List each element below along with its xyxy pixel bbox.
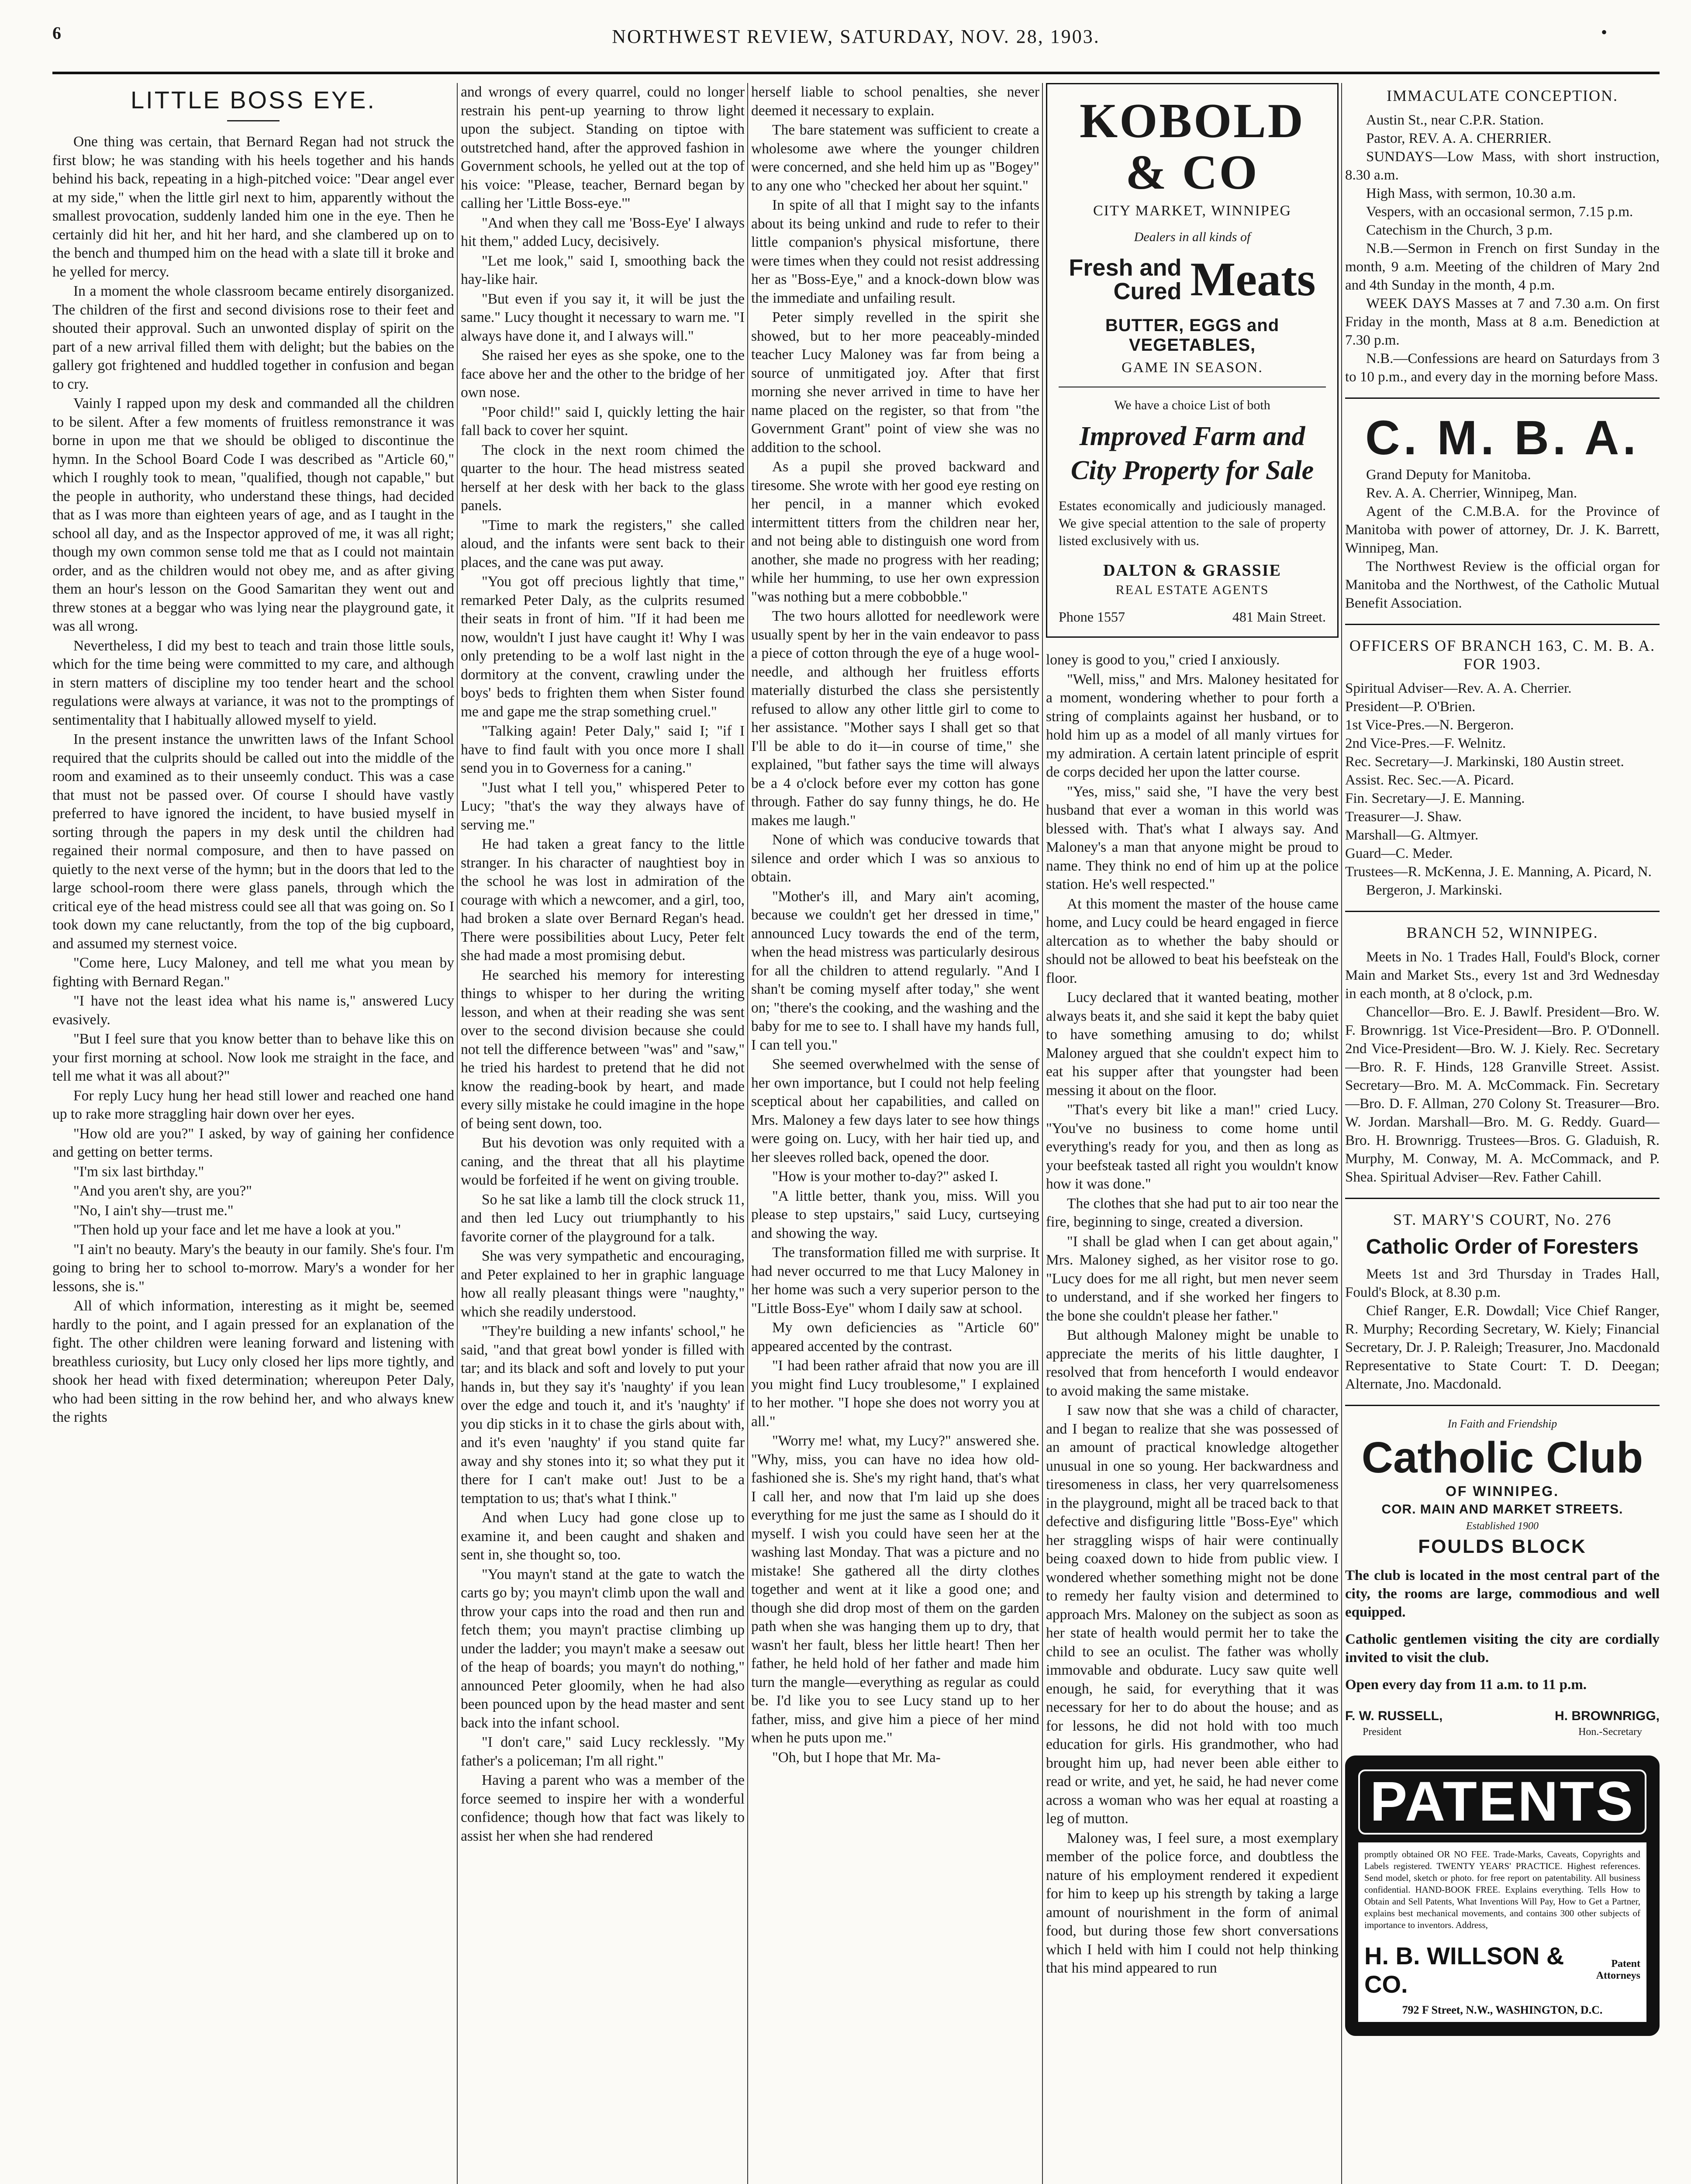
story-paragraph: "I have not the least idea what his name is," answered Lucy evasively. — [52, 993, 454, 1028]
patents-firm: H. B. WILLSON & CO. — [1364, 1942, 1564, 1998]
club-text-1: The club is located in the most central part of the city, the rooms are large, commodious and well equipped. — [1345, 1568, 1660, 1620]
notice-line: Trustees—R. McKenna, J. E. Manning, A. Picard, N. Bergeron, J. Markinski. — [1345, 864, 1652, 898]
patents-advertisement — [1345, 1755, 1660, 2036]
column-rule — [1042, 83, 1043, 2184]
sidebar-column — [1345, 83, 1660, 2184]
story-paragraph: "No, I ain't shy—trust me." — [73, 1202, 234, 1219]
story-paragraph: "I shall be glad when I can get about again," Mrs. Maloney sighed, as her visitor rose to go. "Lucy does for me all right, but men never seem to understand, and if she worked her fingers to the bone she couldn't please her father." — [1046, 1233, 1339, 1324]
notice-line: SUNDAYS—Low Mass, with short instruction, 8.30 a.m. — [1345, 149, 1660, 183]
story-column-1 — [52, 83, 454, 2184]
story-paragraph: He searched his memory for interesting things to whisper to her during the writing lesson, and when at their reading she was sent over to the second division because she could not tell the difference between "was" and "saw," he tried his hardest to pretend that he did not know the reading-book by heart, and made every silly mistake he could imagine in the hope of being sent down, too. — [461, 967, 745, 1132]
notice-line: Grand Deputy for Manitoba. — [1366, 467, 1531, 483]
story-paragraph: "I ain't no beauty. Mary's the beauty in our family. She's four. I'm going to bring her to school to-morrow. Mary's a wonder for her lessons, she is." — [52, 1241, 454, 1295]
story-paragraph: But although Maloney might be unable to appreciate the merits of his little daughter, I resolved that from henceforth I would endeavor to avoid making the same mistake. — [1046, 1327, 1339, 1399]
story-paragraph: Peter simply revelled in the spirit she showed, but to her more peaceably-minded teacher Lucy Maloney was far from being a source of unmitigated joy. After that first morning she never arrived in time to have her name placed on the register, so that from "the Government Grant" point of view she was no addition to the school. — [751, 309, 1039, 456]
foresters-officers: Chief Ranger, E.R. Dowdall; Vice Chief Ranger, R. Murphy; Recording Secretary, W. Kiely; Financial Secretary, Dr. J. P. Raleigh; Treasurer, Jno. Macdonald Representative to State Court: T. D. Deegan; Alternate, Jno. Macdonald. — [1345, 1303, 1660, 1392]
story-paragraph: In a moment the whole classroom became entirely disorganized. The children of the first and second divisions rose to their feet and shouted their approval. Such an unwonted display of spirit on the part of a new arrival filled them with delight; but the babies on the gallery got frightened and huddled together in confusion and began to cry. — [52, 283, 454, 392]
story-paragraph: None of which was conducive towards that silence and order which I was so anxious to obtain. — [751, 832, 1039, 885]
story-title: LITTLE BOSS EYE. — [131, 86, 376, 114]
kobold-name: KOBOLD & CO — [1080, 94, 1305, 200]
club-established: Established 1900 — [1466, 1521, 1539, 1532]
story-body — [751, 83, 1039, 1767]
dalton-intro: We have a choice List of both — [1114, 398, 1270, 413]
immaculate-lines — [1345, 111, 1660, 386]
patents-title: PATENTS — [1358, 1769, 1646, 1835]
column-rule — [1341, 83, 1342, 2184]
club-text-3: Open every day from 11 a.m. to 11 p.m. — [1345, 1677, 1587, 1693]
notice-line: WEEK DAYS Masses at 7 and 7.30 a.m. On first Friday in the month, Mass at 8 a.m. Benediction at 7.30 p.m. — [1345, 296, 1660, 348]
story-column-2 — [461, 83, 745, 2184]
column-rule — [747, 83, 748, 2184]
notice-line: The Northwest Review is the official organ for Manitoba and the Northwest, of the Catholic Mutual Benefit Association. — [1345, 559, 1660, 611]
club-secretary: H. BROWNRIGG, — [1555, 1709, 1660, 1723]
notice-line: Agent of the C.M.B.A. for the Province of Manitoba with power of attorney, Dr. J. K. Barrett, Winnipeg, Man. — [1345, 504, 1660, 556]
club-block: FOULDS BLOCK — [1418, 1536, 1587, 1557]
club-president: F. W. RUSSELL, — [1345, 1709, 1443, 1723]
patents-text: promptly obtained OR NO FEE. Trade-Marks, Caveats, Copyrights and Labels registered. TWENTY YEARS' PRACTICE. Highest references. Send model, sketch or photo. for free report on patentability. All business confidential. HAND-BOOK FREE. Explains everything. Tells How to Obtain and Sell Patents, What Inventions Will Pay, How to Get a Partner, explains best mechanical movements, and contains 300 other subjects of importance to inventors. Address, — [1358, 1842, 1646, 1937]
fresh-meats-row — [1059, 252, 1326, 307]
notice-line: N.B.—Sermon in French on first Sunday in the month, 9 a.m. Meeting of the children of Mary 2nd and 4th Sunday in the month, 4 p.m. — [1345, 241, 1660, 293]
fresh-cured-label: Fresh and Cured — [1069, 254, 1182, 304]
foresters-text: Meets 1st and 3rd Thursday in Trades Hall, Fould's Block, at 8.30 p.m. — [1345, 1266, 1660, 1300]
story-paragraph: All of which information, interesting as it might be, seemed hardly to the point, and I again pressed for an explanation of the fight. The other children were leaning forward and listening with breathless curiosity, but Lucy only closed her lips more tightly, and shook her head with fixed determination; whereupon Peter Daly, who had been sitting in the row behind her, and who always knew the rights — [52, 1298, 454, 1425]
officers-branch-163 — [1345, 636, 1660, 912]
patents-role: Patent Attorneys — [1596, 1958, 1640, 1981]
officers-title: OFFICERS OF BRANCH 163, C. M. B. A. FOR 1903. — [1349, 637, 1656, 673]
story-paragraph: Maloney was, I feel sure, a most exemplary member of the police force, and doubtless the nature of his employment rendered it expedient for him to keep up his strength by taking a large amount of nourishment in the form of animal food, but during those few short conversations which I held with him I could not help thinking that his mind appeared to run — [1046, 1830, 1339, 1977]
story-paragraph: My own deficiencies as "Article 60" appeared accented by the contrast. — [751, 1320, 1039, 1355]
dalton-contact — [1059, 609, 1326, 625]
story-paragraph: "They're building a new infants' school," he said, "and that great bowl yonder is filled with tar; and its black and soft and lovely to put your hands in, but they say it's 'naughty' if you lean over the edge and touch it, and it's 'naughty' if you dip sticks in it to chase the girls about with, and it's even 'naughty' if you stand quite far away and shy stones into it; so what they put it there for I can't make out! Just to be a temptation to us; that's what I think." — [461, 1323, 745, 1507]
club-roles: President Hon.-Secretary — [1363, 1726, 1642, 1738]
story-paragraph: and wrongs of every quarrel, could no longer restrain his pent-up yearning to throw light upon the subject. Standing on tiptoe with outstretched hand, after the approved fashion in Government schools, he yelled out at the top of his voice: "Please, teacher, Bernard began by calling her 'Little Boss-eye.'" — [461, 84, 745, 211]
story-paragraph: "Oh, but I hope that Mr. Ma- — [772, 1749, 941, 1766]
story-paragraph: "And you aren't shy, are you?" — [73, 1183, 252, 1199]
notice-line: Treasurer—J. Shaw. — [1345, 809, 1462, 825]
branch52-text: Meets in No. 1 Trades Hall, Fould's Block, corner Main and Market Sts., every 1st and 3rd Wednesday in each month, at 8 o'clock, p.m. — [1345, 949, 1660, 1002]
page-number: 6 — [52, 23, 61, 43]
officer-lines — [1345, 679, 1660, 899]
story-paragraph: "Worry me! what, my Lucy?" answered she. "Why, miss, you can have no idea how old-fashioned she is. She's my right hand, that's what I call her, and now that I'm laid up she does everything for me just the same as I should do it myself. I wish you could have seen her at the washing last Monday. That was a picture and no mistake! She gathered all the dirty clothes together and went at it like a good one; and though she did drop most of them on the garden path when she was hanging them up to dry, that wasn't her fault, bless her little heart! Then her father, he held hold of her father and made him turn the mangle—everything as regular as could be. I'd like you to see Lucy stand up to her father, miss, and give him a piece of her mind when he puts upon me." — [751, 1433, 1039, 1746]
notice-line: Pastor, REV. A. A. CHERRIER. — [1366, 131, 1552, 146]
branch52-officers: Chancellor—Bro. E. J. Bawlf. President—Bro. W. F. Brownrigg. 1st Vice-President—Bro. P. O'Donnell. 2nd Vice-President—Bro. W. J. Kiely. Rec. Secretary—Bro. R. F. Hinds, 128 Granville Street. Assist. Secretary—Bro. M. A. McCommack. Fin. Secretary—Bro. D. F. Allman, 270 Colony St. Treasurer—Bro. W. Jordan. Marshall—Bro. M. G. Reddy. Guard—Bro. H. Brownrigg. Trustees—Bros. G. Gladuish, R. Murphy, M. Conway, M. A. McCommack, and P. Shea. Spiritual Adviser—Rev. Father Cahill. — [1345, 1004, 1660, 1185]
story-paragraph: The clock in the next room chimed the quarter to the hour. The head mistress seated herself at her desk with her back to the glass panels. — [461, 442, 745, 514]
story-paragraph: At this moment the master of the house came home, and Lucy could be heard engaged in fierce altercation as to whether the baby should or should not be allowed to beat his beefsteak on the floor. — [1046, 895, 1339, 986]
notice-line: Fin. Secretary—J. E. Manning. — [1345, 791, 1525, 806]
story-paragraph: loney is good to you," cried I anxiously. — [1046, 652, 1280, 668]
club-of: OF WINNIPEG. — [1446, 1483, 1559, 1499]
story-paragraph: "I don't care," said Lucy recklessly. "My father's a policeman; I'm all right." — [461, 1734, 745, 1769]
story-paragraph: For reply Lucy hung her head still lower and reached one hand up to rake more straggling hair down over her eyes. — [52, 1087, 454, 1122]
cmba-lines — [1345, 466, 1660, 612]
dalton-heading: Improved Farm and City Property for Sale — [1070, 422, 1314, 485]
story-paragraph: As a pupil she proved backward and tiresome. She wrote with her good eye resting on her pencil, in a manner which evoked intermittent titters from the children near her, and not being able to distinguish one word from another, she made no progress with her reading; while her humming, to use her own expression "was nothing but a mere cobbobble." — [751, 459, 1039, 605]
story-paragraph: And when Lucy had gone close up to examine it, and been caught and shaken and sent in, she thought so, too. — [461, 1510, 745, 1563]
dalton-agency: DALTON & GRASSIE — [1103, 561, 1281, 580]
story-paragraph: "That's every bit like a man!" cried Lucy. "You've no business to come home until everything's ready for you, and then as long as your beefsteak tasted all right you wouldn't know how it was done." — [1046, 1102, 1339, 1192]
header-dot: • — [1601, 22, 1607, 42]
story-paragraph: She raised her eyes as she spoke, one to the face above her and the other to the bridge of her own nose. — [461, 347, 745, 401]
kobold-game: GAME IN SEASON. — [1122, 359, 1263, 376]
notice-line: Rec. Secretary—J. Markinski, 180 Austin street. — [1345, 754, 1624, 770]
story-paragraph: "I'm six last birthday." — [73, 1163, 204, 1180]
notice-line: Vespers, with an occasional sermon, 7.15 p.m. — [1366, 204, 1633, 220]
story-paragraph: Nevertheless, I did my best to teach and train those little souls, which for the time being were committed to my care, and although in stern matters of discipline my too tender heart and the school regulations were always at variance, it was not to the promptings of sentimentality that I habitually allowed myself to yield. — [52, 637, 454, 728]
story-paragraph: herself liable to school penalties, she never deemed it necessary to explain. — [751, 84, 1039, 119]
dalton-agents: REAL ESTATE AGENTS — [1115, 583, 1269, 598]
notice-line: Guard—C. Meder. — [1345, 846, 1453, 861]
notice-line: Assist. Rec. Sec.—A. Picard. — [1345, 772, 1514, 788]
story-paragraph: "A little better, thank you, miss. Will you please to step upstairs," said Lucy, curtseying and showing the way. — [751, 1188, 1039, 1241]
story-paragraph: "But I feel sure that you know better than to behave like this on your first morning at school. Now look me straight in the face, and tell me what it was all about?" — [52, 1031, 454, 1084]
kobold-advertisement — [1046, 83, 1339, 638]
notice-line: 1st Vice-Pres.—N. Bergeron. — [1345, 717, 1514, 733]
foresters-title: Catholic Order of Foresters — [1366, 1235, 1639, 1258]
story-paragraph: She seemed overwhelmed with the sense of her own importance, but I could not help feeling sceptical about her capabilities, and called on Mrs. Maloney a few days later to see how things were going on. Lucy, with her hair tied up, and her sleeves rolled back, opened the door. — [751, 1056, 1039, 1165]
dalton-address: 481 Main Street. — [1232, 609, 1326, 625]
branch-52-notice — [1345, 923, 1660, 1199]
notice-line: Spiritual Adviser—Rev. A. A. Cherrier. — [1345, 681, 1572, 696]
ad-and-story-column — [1046, 83, 1339, 2184]
notice-line: President—P. O'Brien. — [1345, 699, 1476, 715]
story-paragraph: The clothes that she had put to air too near the fire, beginning to singe, created a diversion. — [1046, 1195, 1339, 1230]
story-paragraph: She was very sympathetic and encouraging, and Peter explained to her in graphic language how all really pleasant things were "naughty," which she readily understood. — [461, 1248, 745, 1320]
story-paragraph: I saw now that she was a child of character, and I began to realize that she was possessed of an amount of practical knowledge altogether unusual in one so young. Her backwardness and tiresomeness in class, her very quarrelsomeness in the playground, might all be traced back to that defective and disfiguring little "Boss-Eye" which her straggling wisps of hair were continually being coaxed down to hide from public view. I wondered whether something might not be done to remedy her faulty vision and determined to approach Mrs. Maloney on the subject as soon as her state of health would permit her to take the child to see an oculist. The father was wholly immovable and obdurate. Lucy saw quite well enough, he said, for everything that it was necessary for her to do about the house; and as for lessons, he did not hold with too much education for girls. His grandmother, who had brought him up, had never been able either to read or write, and yet, he said, he had never come across a woman who was her equal at roasting a leg of mutton. — [1046, 1402, 1339, 1827]
story-paragraph: "Time to mark the registers," she called aloud, and the infants were sent back to their places, and the cane was put away. — [461, 517, 745, 570]
story-paragraph: Having a parent who was a member of the force seemed to inspire her with a wonderful confidence; though how that fact was likely to assist her when she had rendered — [461, 1772, 745, 1844]
story-paragraph: "How old are you?" I asked, by way of gaining her confidence and getting on better terms. — [52, 1125, 454, 1160]
story-paragraph: "Let me look," said I, smoothing back the hay-like hair. — [461, 252, 745, 287]
story-paragraph: Lucy declared that it wanted beating, mother always beats it, and she said it kept the baby quiet to have something amusing to do; whilst Maloney argued that she couldn't expect him to eat his supper after that youngster had been messing it about on the floor. — [1046, 989, 1339, 1099]
story-paragraph: "You mayn't stand at the gate to watch the carts go by; you mayn't climb upon the wall and throw your caps into the road and then run and fetch them; you mayn't practise climbing up under the ladder; you mayn't make a seesaw out of the heap of boards; you mayn't do nothing," announced Peter gloomily, when he had also been pounced upon by the head master and sent back into the infant school. — [461, 1566, 745, 1731]
dalton-text: Estates economically and judiciously managed. We give special attention to the sale of property listed exclusively with us. — [1059, 498, 1326, 549]
story-paragraph: "Yes, miss," said she, "I have the very best husband that ever a woman in this world was blessed with. That's what I always say. And Maloney's a man that anyone might be proud to name. They think no end of him up at the police station. He's well respected." — [1046, 783, 1339, 893]
story-paragraph: The two hours allotted for needlework were usually spent by her in the vain endeavor to pass a piece of cotton through the eye of a huge wool-needle, and although her fruitless efforts materially disturbed the class she persistently refused to allow any other little girl to come to her assistance. "Mother says I shall get so that I'll be able to do it—in course of time," she explained, "but father says the time will always be a 4 o'clock before ever my cotton has gone through. Father do say funny things, he do. He makes me laugh." — [751, 608, 1039, 829]
club-name: Catholic Club — [1361, 1433, 1643, 1482]
story-paragraph: "I had been rather afraid that now you are ill you might find Lucy troublesome," I explained to her mother. "I hope she does not worry you at all." — [751, 1358, 1039, 1430]
kobold-market: CITY MARKET, WINNIPEG — [1093, 203, 1292, 219]
club-corner: COR. MAIN AND MARKET STREETS. — [1381, 1502, 1623, 1517]
foresters-court: ST. MARY'S COURT, No. 276 — [1393, 1211, 1612, 1228]
story-paragraph: "Then hold up your face and let me have a look at you." — [73, 1222, 401, 1238]
story-paragraph: He had taken a great fancy to the little stranger. In his character of naughtiest boy in the school he was lost in admiration of the courage with which a newcomer, and a girl, too, had broken a slate over Bernard Regan's head. There were possibilities about Lucy, Peter felt she had made a most promising debut. — [461, 836, 745, 964]
page-header — [52, 13, 1660, 74]
story-body — [1046, 651, 1339, 1978]
story-paragraph: So he sat like a lamb till the clock struck 11, and then led Lucy out triumphantly to his favorite corner of the playground for a talk. — [461, 1191, 745, 1245]
story-paragraph: "Talking again! Peter Daly," said I; "if I have to find fault with you once more I shall send you in to Governess for a caning." — [461, 723, 745, 776]
story-paragraph: But his devotion was only requited with a caning, and the threat that all his playtime would be forfeited if he went on giving trouble. — [461, 1135, 745, 1188]
story-paragraph: Vainly I rapped upon my desk and commanded all the children to be silent. After a few moments of fruitless remonstrance it was borne in upon me that we should be obliged to discontinue the hymn. In the School Board Code I was described as "Article 60," which I roughly took to mean, "qualified, though not capable," but the people in authority, who understand these things, had decided that as I was more than eighteen years of age, and as I taught in the school all day, and as the Inspector approved of me, it was all right; though my own common sense told me that as I could not maintain order, and as the children would not obey me, and as after giving them an hour's lesson on the Good Samaritan they went out and threw stones at a beggar who was lying near the playground gate, it was all wrong. — [52, 395, 454, 634]
notice-line: Catechism in the Church, 3 p.m. — [1366, 222, 1553, 238]
branch52-title: BRANCH 52, WINNIPEG. — [1406, 924, 1598, 941]
club-signatures — [1345, 1709, 1660, 1724]
story-body — [461, 83, 745, 1845]
title-rule — [227, 120, 280, 121]
cmba-notice — [1345, 410, 1660, 625]
immaculate-title: IMMACULATE CONCEPTION. — [1387, 87, 1618, 104]
story-paragraph: One thing was certain, that Bernard Regan had not struck the first blow; he was standing with his heels together and his hands behind his back, repeating in a high-pitched voice: "Dear angel ever at my side," when the little girl next to him, apparently without the smallest provocation, suddenly landed him one in the eye. Then he certainly did hit her, and hit her hard, and she clambered up on to the bench and thumped him on the head with a slate till it broke and he yelled for mercy. — [52, 134, 454, 280]
notice-line: 2nd Vice-Pres.—F. Welnitz. — [1345, 736, 1506, 751]
story-paragraph: "You got off precious lightly that time," remarked Peter Daly, as the culprits resumed their seats in front of him. "If it had been me now, wouldn't I just have caught it! Why I was only pretending to be a wolf last night in the dormitory at the convent, crawling under the boys' beds to frighten them when Sister found me and gape me the strap something cruel." — [461, 574, 745, 720]
story-paragraph: "Poor child!" said I, quickly letting the hair fall back to cover her squint. — [461, 404, 745, 439]
meats-label: Meats — [1190, 252, 1316, 306]
notice-line: Austin St., near C.P.R. Station. — [1366, 112, 1544, 128]
story-paragraph: The bare statement was sufficient to create a wholesome awe where the younger children were concerned, and she held him up as "Bogey" to any one who "checked her about her squint." — [751, 122, 1039, 194]
club-text-2: Catholic gentlemen visiting the city are cordially invited to visit the club. — [1345, 1631, 1660, 1666]
story-paragraph: In the present instance the unwritten laws of the Infant School required that the culprits should be called out into the middle of the room and examined as to their unseemly conduct. This was a case that must not be passed over. Of course I should have vastly preferred to have ignored the incident, to have busied myself in sorting through the papers in my desk until the children had regained their normal composure, and then to have passed on quietly to the next verse of the hymn; but in the doors that led to the large school-room there were glass panels, through which the critical eye of the head mistress could see all that was going on. So I took down my cane reluctantly, from the top of the big cupboard, and assumed my sternest voice. — [52, 731, 454, 952]
notice-line: High Mass, with sermon, 10.30 a.m. — [1366, 186, 1576, 201]
dalton-phone: Phone 1557 — [1059, 609, 1125, 625]
catholic-club-advertisement — [1345, 1417, 1660, 1738]
immaculate-conception-notice — [1345, 86, 1660, 399]
story-column-3 — [751, 83, 1039, 2184]
story-paragraph: "Mother's ill, and Mary ain't acoming, because we couldn't get her dressed in time," announced Lucy towards the end of the term, when the head mistress was particularly desirous for all the children to attend regularly. "And I shan't be coming myself after today," she went on; "there's the cooking, and the washing and the baby for me to see to. I shall have my hands full, I can tell you." — [751, 888, 1039, 1053]
story-paragraph: The transformation filled me with surprise. It had never occurred to me that Lucy Maloney in her home was such a very superior person to the "Little Boss-Eye" whom I daily saw at school. — [751, 1244, 1039, 1317]
cmba-title: C. M. B. A. — [1365, 411, 1639, 465]
masthead: NORTHWEST REVIEW, SATURDAY, NOV. 28, 1903. — [612, 26, 1100, 47]
patents-footer — [1358, 1937, 1646, 2003]
kobold-products: BUTTER, EGGS and VEGETABLES, — [1105, 316, 1280, 355]
story-paragraph: "And when they call me 'Boss-Eye' I always hit them," added Lucy, decisively. — [461, 214, 745, 249]
story-body — [52, 133, 454, 1427]
story-paragraph: "Just what I tell you," whispered Peter to Lucy; "that's the way they always have of serving me." — [461, 779, 745, 833]
notice-line: Marshall—G. Altmyer. — [1345, 827, 1479, 843]
club-motto: In Faith and Friendship — [1447, 1417, 1557, 1430]
story-paragraph: "Come here, Lucy Maloney, and tell me what you mean by fighting with Bernard Regan." — [52, 955, 454, 990]
story-paragraph: "How is your mother to-day?" asked I. — [772, 1168, 998, 1185]
story-paragraph: "Well, miss," and Mrs. Maloney hesitated for a moment, wondering whether to pour forth a string of complaints against her husband, or to hold him up as a model of all manly virtues for my admiration. A certain latent principle of esprit de corps decided her upon the latter course. — [1046, 671, 1339, 781]
column-rule — [457, 83, 458, 2184]
story-paragraph: "But even if you say it, it will be just the same." Lucy thought it necessary to warn me. "I always have done it, and I always will." — [461, 290, 745, 344]
patents-address: 792 F Street, N.W., WASHINGTON, D.C. — [1358, 2003, 1646, 2022]
foresters-notice — [1345, 1210, 1660, 1406]
story-paragraph: In spite of all that I might say to the infants about its being unkind and rude to refer to their little companion's physical misfortune, there were times when they could not resist addressing her as "Boss-Eye," and a knock-down blow was the immediate and unfailing result. — [751, 197, 1039, 306]
notice-line: Rev. A. A. Cherrier, Winnipeg, Man. — [1366, 485, 1577, 501]
kobold-dealers: Dealers in all kinds of — [1134, 230, 1251, 245]
notice-line: N.B.—Confessions are heard on Saturdays from 3 to 10 p.m., and every day in the morning before Mass. — [1345, 351, 1660, 385]
